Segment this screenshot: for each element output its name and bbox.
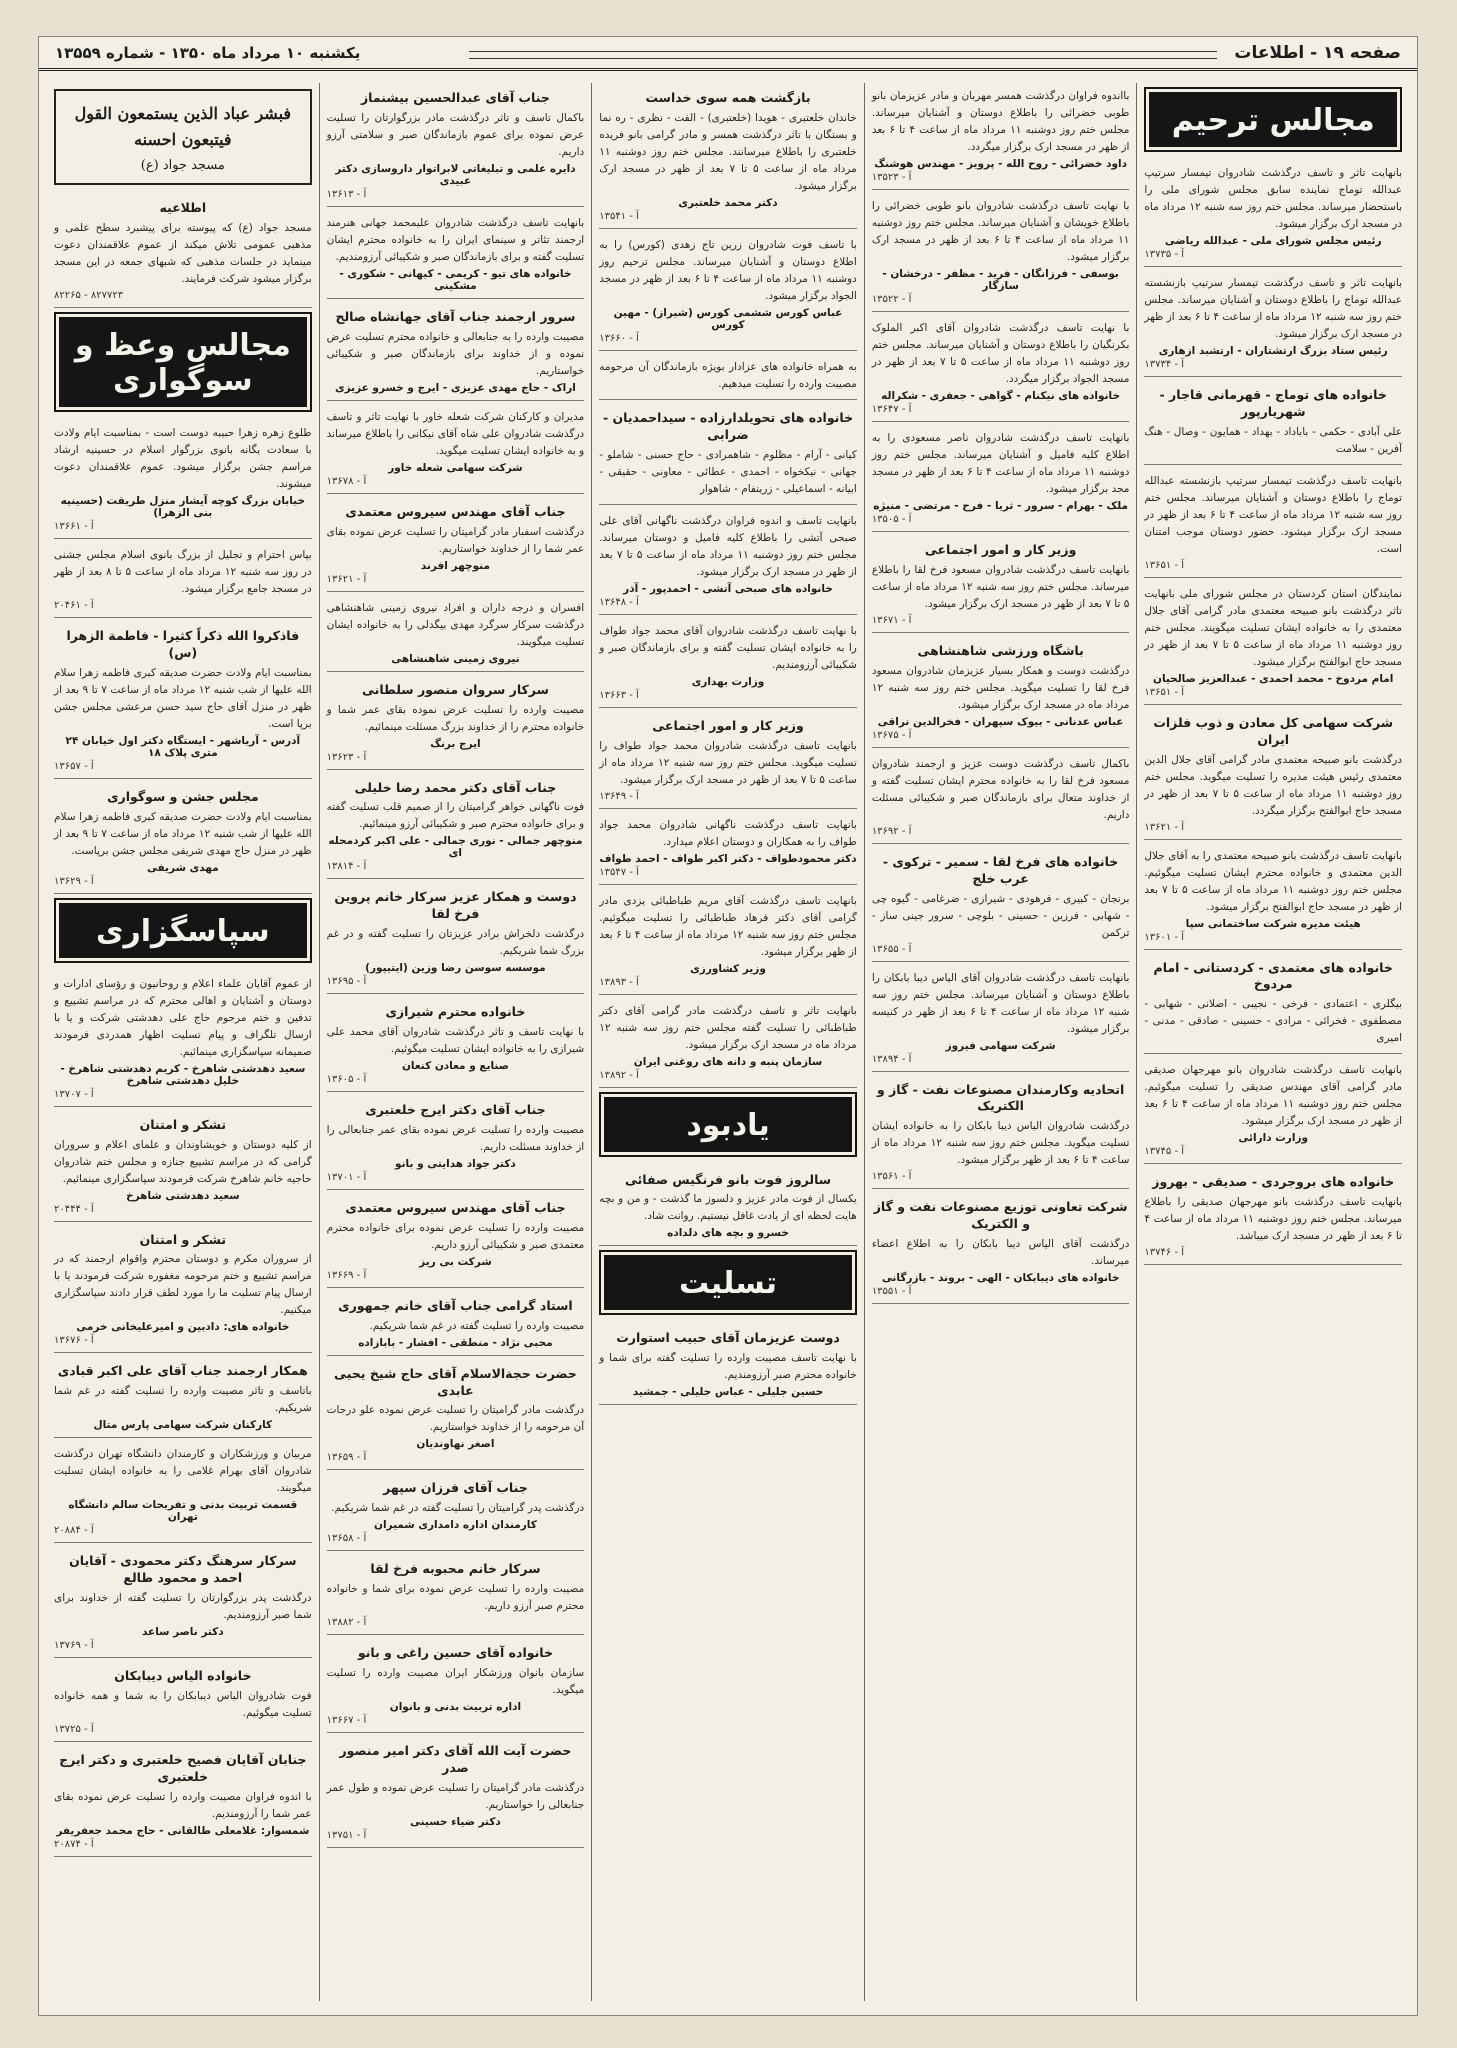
notice-title: تشکر و امتنان (139, 1116, 227, 1132)
notice-body: بانهایت تاسف درگذشت بانو مهرجهان صدیقی را باطلاع میرساند. مجلس ختم روز دوشنبه ۱۱ مرداد ماه از ساعت ۴ تا ۶ بعد از ظهر در مسجد ارک میباشد. (1144, 1196, 1402, 1243)
notice-signature: اصغر نهاوندیان (416, 1438, 495, 1451)
notice (1144, 468, 1402, 578)
notice-signature: حسین جلیلی - عباس جلیلی - جمشید (632, 1386, 824, 1399)
notice (872, 425, 1130, 532)
notice-code: ۸۲۲۶۵ - ۸۲۷۷۲۳ (54, 290, 124, 302)
notice-signature: عباس عدنانی - بیوک سپهران - فخرالدین نراقی (877, 715, 1124, 728)
notice-code: آ - ۲۰۴۴۴ (54, 1203, 94, 1215)
notice-body: با نهایت تاسف درگذشت شادروان بانو طوبی خضرائی را باطلاع خویشان و آشنایان میرساند. مجلس ختم روز دوشنبه ۱۱ مرداد ماه از ساعت ۴ تا ۶ بعد از ظهر در مسجد ارک برگزار میشود. (871, 200, 1130, 263)
notice-signature: موسسه سوسن رضا وزین (ایتیپور) (365, 962, 546, 975)
notice-code: آ - ۱۳۶۰۱ (1144, 931, 1185, 943)
notice (872, 1192, 1130, 1304)
notice (1144, 953, 1402, 1055)
notice (599, 812, 857, 885)
notice-title: تشکر و امتنان (139, 1231, 227, 1247)
notice-code: آ - ۱۳۶۵۸ (326, 1533, 367, 1545)
notice (872, 636, 1130, 748)
notice (54, 621, 312, 779)
notice-body: درگذشت پدر گرامیتان را تسلیت گفته در غم شما شریکیم. (331, 1502, 585, 1515)
condolence-notice (599, 1323, 857, 1405)
issue-date: یکشنبه ۱۰ مرداد ماه ۱۳۵۰ - شماره ۱۳۵۵۹ (55, 43, 361, 62)
notice-body: بانهایت تاسف درگذشت شادروان ناصر مسعودی را به اطلاع کلیه فامیل و آشنایان میرساند. مجلس ختم روز دوشنبه ۱۱ مرداد ماه از ساعت ۴ تا ۶ بعد از ظهر در مسجد مجد برگزار میشود. (871, 432, 1130, 495)
notice-body: با نهایت تاسف و تاثر درگذشت شادروان آقای محمد علی شیرازی را به خانواده ایشان تسلیت میگوئیم. (326, 1026, 585, 1055)
notice-code: آ - ۱۳۶۵۱ (1144, 686, 1185, 698)
notice (54, 1356, 312, 1438)
notice-body: بااندوه فراوان درگذشت همسر مهربان و مادر عزیزمان بانو طوبی خضرائی را باطلاع دوستان و آشنایان میرساند. مجلس ختم روز دوشنبه ۱۱ مرداد ماه از ساعت ۴ تا ۶ بعد از ظهر در مسجد ارک برگزار میگردد. (871, 90, 1130, 153)
notice-title: جنابان آقایان فصیح خلعتبری و دکتر ایرج خلعتبری (59, 1751, 307, 1784)
notice-code: آ - ۱۳۶۶۰ (599, 332, 639, 344)
notice-code: آ - ۱۳۸۹۲ (599, 1069, 639, 1081)
notice (327, 1473, 585, 1551)
notice-body: بانهایت تاسف و اندوه فراوان درگذشت ناگهانی آقای علی صبحی آتشی را باطلاع کلیه فامیل و دوستان میرساند. مجلس ختم روز دوشنبه ۱۱ مرداد ماه از ساعت ۵ تا ۷ بعد از ظهر در مسجد ارک برگزار میشود. (599, 514, 857, 578)
notice-code: آ - ۱۳۵۲۲ (871, 294, 912, 305)
notice-signature: شرکت سهامی فیروز (945, 1039, 1056, 1052)
notice-body: بمناسبت ایام ولادت حضرت صدیقه کبری فاطمه زهرا سلام الله علیها از شب شنبه ۱۲ مرداد ماه از ساعت ۷ تا ۹ بعد از ظهر در منزل حاج مهدی شریفی مجلس جشن برپاست. (54, 810, 312, 857)
column-4 (319, 83, 592, 2001)
column-3 (591, 83, 864, 2001)
notice-signature: اراک - حاج مهدی عزیزی - ایرج و خسرو عزیزی (334, 381, 576, 394)
notice-code: آ - ۱۳۷۶۹ (54, 1640, 94, 1652)
notice-code: آ - ۱۳۶۶۱ (54, 521, 94, 533)
notice (327, 497, 585, 592)
notice-code: آ - ۱۳۶۵۵ (871, 943, 912, 955)
notice (327, 302, 585, 401)
notice-signature: محبی نژاد - منطقی - افشار - بابازاده (358, 1336, 553, 1349)
notice-signature: منوچهر افرند (420, 559, 490, 572)
notice-body: کیانی - آرام - مظلوم - شاهمرادی - حاج حسنی - شاملو - جهانی - نیکخواه - احمدی - عطائی - معاونی - حقیقی - ابیانه - اسماعیلی - زرینفام - شاهوار (599, 448, 857, 495)
notice-title: بازگشت همه سوی خداست (645, 90, 811, 105)
verse-source: مسجد جواد (ع) (140, 158, 225, 174)
notice-title: سرکار خانم محبوبه فرخ لقا (370, 1561, 541, 1577)
notice-code: آ - ۲۰۴۶۱ (54, 600, 94, 612)
notice-signature: کارمندان اداره دامداری شمیران (373, 1519, 537, 1532)
notice-signature: دکتر محمد خلعتبری (678, 196, 778, 209)
notice-body: بانهایت تاثر و تاسف درگذشت مادر گرامی آقای دکتر طباطبائی را تسلیت گفته مجلس ختم روز سه شنبه ۱۲ مرداد ماه در مسجد ارک برگزار میشود. (599, 1004, 857, 1051)
notice (327, 83, 585, 207)
notice-signature: کارکنان شرکت سهامی پارس متال (93, 1419, 273, 1432)
notice (1144, 1167, 1402, 1265)
condolence-banner: تسلیت (599, 1250, 857, 1315)
notice-body: برنجان - کبیری - فرهودی - شیرازی - ضرغامی - گیوه چی - شهابی - فرزین - حسینی - بلوچی - سرور جینی ساز - ترکمن (871, 892, 1130, 939)
notice-body: مصیبت وارده را تسلیت گفته در غم شما شریکیم. (369, 1319, 585, 1332)
notice-signature: وزیر کشاورزی (690, 962, 766, 975)
notice-body: بانهایت تاسف درگذشت بانو صبیحه معتمدی را به آقای جلال الدین معتمدی و خانواده محترم ایشان تسلیت میگوئیم. مجلس ختم روز دوشنبه ۱۱ مرداد ماه از ساعت ۵ تا ۷ بعد از ظهر در مسجد حاج ابوالفتح برگزار میشود. (1144, 849, 1402, 913)
notice-body: فوت شادروان الیاس دیبابکان را به شما و همه خانواده تسلیت میگوئیم. (54, 1689, 312, 1719)
notice-signature: دکتر ناصر ساعد (141, 1626, 224, 1639)
notice-code: آ - ۱۳۶۲۱ (326, 573, 367, 585)
notice (1144, 270, 1402, 377)
notice-signature: هیئت مدیره شرکت ساختمانی سپا (1185, 917, 1361, 930)
notice-title: اتحادیه وکارمندان مصنوعات نفت - گاز و الکتریک (876, 1081, 1125, 1114)
notice-title: خانواده های توماج - قهرمانی قاجار - شهریارپور (1159, 387, 1387, 419)
notice-code: آ - ۱۳۶۹۵ (326, 976, 367, 988)
notice-body: با نهایت تاسف درگذشت شادروان آقای محمد جواد طواف را به خانواده ایشان تسلیت گفته و برای بازماندگان صبر و شکیبائی آرزومندیم. (599, 624, 857, 671)
notice-title: حضرت حجةالاسلام آقای حاج شیخ یحیی عابدی (334, 1365, 577, 1398)
notice-title: باشگاه ورزشی شاهنشاهی (917, 642, 1084, 658)
notice (327, 1193, 585, 1288)
notice-title: جناب آقای دکتر محمد رضا خلیلی (354, 779, 557, 795)
page-label: صفحه ۱۹ - اطلاعات (1234, 42, 1401, 63)
notice-code: آ - ۱۳۷۰۱ (326, 1171, 367, 1183)
notice-body: مصیبت وارده را تسلیت عرض نموده برای شما و خانواده محترم صبر آرزو داریم. (326, 1583, 585, 1613)
notice-body: مربیان و ورزشکاران و کارمندان دانشگاه تهران درگذشت شادروان آقای بهرام غلامی را به خانواده ایشان تسلیت میگویند. (54, 1448, 312, 1495)
column-5 (47, 83, 319, 2001)
notice-code: آ - ۱۳۵۲۳ (871, 172, 912, 183)
notice-body: مصیبت وارده را تسلیت عرض نموده برای خانواده محترم معتمدی صبر و شکیبائی آرزو داریم. (326, 1221, 585, 1251)
notice-title: خانواده های معتمدی - کردستانی - امام مردوخ (1153, 959, 1393, 992)
notice-title: دوست و همکار عزیز سرکار خانم پروین فرخ لقا (334, 889, 577, 922)
notice-code: آ - ۱۳۷۵۱ (326, 1829, 367, 1841)
notice-code: آ - ۱۳۸۹۳ (599, 976, 639, 988)
notice (1144, 581, 1402, 705)
notice-title: خانواده های تحویلدارزاده - سیداحمدیان - ضرابی (602, 409, 854, 442)
notice (599, 888, 857, 995)
notice (54, 1110, 312, 1222)
notice (327, 1291, 585, 1356)
notice-title: همکار ارجمند جناب آقای علی اکبر قبادی (57, 1363, 308, 1379)
notice-title: حضرت آیت الله آقای دکتر امیر منصور صدر (339, 1743, 572, 1775)
notice-body: درگذشت مادر گرامیتان را تسلیت عرض نموده و طول عمر جنابعالی را خواستاریم. (326, 1781, 585, 1811)
notice-signature: صنایع و معادن کنعان (401, 1060, 509, 1072)
notice-signature: سازمان پنبه و دانه های روغنی ایران (633, 1055, 823, 1068)
notice (599, 403, 857, 505)
masthead (39, 37, 1417, 71)
notice-title: سالروز فوت بانو فرنگیس صفائی (624, 1171, 832, 1187)
notice-body: از کلیه دوستان و خویشاوندان و علمای اعلام و سروران گرامی که در مراسم تشییع جنازه و مجلس ختم شادروان حاجیه خانم شاهرخ شرکت فرمودند سپاسگزاری مینمائیم. (54, 1138, 312, 1185)
notice-code: آ - ۱۳۸۸۲ (326, 1617, 367, 1629)
notice-body: بانهایت تاسف درگذشت شادروان آقای الیاس دیبا بابکان را باطلاع دوستان و آشنایان میرساند. مجلس ختم روز سه شنبه ۱۲ مرداد ماه از ساعت ۴ تا ۶ بعد از ظهر در کنیسه برگزار میشود. (871, 971, 1130, 1035)
notice-title: سرکار سروان منصور سلطانی (361, 681, 549, 697)
notice-body: علی آبادی - حکمی - باباداد - بهداد - همایون - وصال - هنگ آفرین - سلامت (1144, 425, 1402, 455)
notice-code: آ - ۱۳۶۷۱ (871, 614, 912, 626)
notice (599, 711, 857, 809)
notice-title: جناب آقای مهندس سیروس معتمدی (345, 1199, 566, 1215)
quran-verse-box (54, 89, 312, 185)
notice-title: فاذکروا الله ذکراً کثیرا - فاطمة الزهرا (س) (66, 628, 300, 660)
notice-code: آ - ۱۳۶۴۷ (871, 404, 912, 415)
notice (327, 675, 585, 770)
notice-signature: رئیس ستاد بزرگ ارتشتاران - ارتشبد ازهاری (1158, 345, 1388, 357)
notice (872, 751, 1130, 844)
notice-code: آ - ۱۳۶۲۳ (326, 751, 367, 763)
notice-signature: سعید دهدشتی شاهرخ (126, 1189, 240, 1202)
section-banner: مجالس ترحیم (1144, 87, 1402, 152)
notice-title: جناب آقای فرزان سپهر (383, 1480, 528, 1496)
masthead-rule (469, 51, 1217, 59)
notice-code: آ - ۲۰۸۸۴ (54, 1525, 94, 1537)
notice-title: جناب آقای عبدالحسین بیشنماز (360, 90, 550, 105)
notice-signature: خسرو و بچه های دلداده (667, 1227, 789, 1240)
notice-body: با اندوه فراوان مصیبت وارده را تسلیت عرض نموده بقای عمر شما را آرزومندیم. (54, 1790, 312, 1820)
notice-signature: مهدی شریفی (146, 861, 219, 874)
notice (872, 1075, 1130, 1190)
notice-body: درگذشت شادروان الیاس دیبا بابکان را به خانواده ایشان تسلیت میگوید. مجلس ختم روز سه شنبه ۱۲ مرداد ماه از ساعت ۴ تا ۶ بعد از ظهر برگزار میشود. (871, 1120, 1130, 1167)
notice-code: آ - ۱۳۶۵۹ (326, 1452, 367, 1464)
notice (872, 847, 1130, 962)
notice (599, 618, 857, 708)
notice-body: مصیبت وارده را تسلیت عرض نموده بقای عمر شما و خانواده محترم را از خداوند بزرگ مسئلت مینمائیم. (326, 703, 585, 733)
notice-body: باتاسف و تاثر مصیبت وارده را تسلیت گفته در غم شما شریکیم. (54, 1385, 312, 1415)
notice-code: آ - ۱۳۶۷۸ (326, 475, 367, 487)
notice-signature: خیابان بزرگ کوچه آیشار منزل طریقت (حسینیه بنی الزهرا) (60, 495, 306, 520)
notice-body: درگذشت دوست و همکار بسیار عزیزمان شادروان مسعود فرخ لقا را تسلیت میگوید. مجلس ختم روز سه شنبه ۱۲ مرداد ماه در مسجد ارک برگزار میشود. (871, 664, 1130, 711)
notice (54, 1546, 312, 1658)
notice-code: آ - ۱۳۶۲۹ (54, 875, 94, 887)
section-banner: مجالس وعظ و سوگواری (54, 312, 312, 412)
notice-code: آ - ۱۳۶۷۶ (54, 1335, 94, 1347)
notice-title: خانواده الیاس دیبابکان (114, 1668, 252, 1684)
notice-signature: قسمت تربیت بدنی و تفریحات سالم دانشگاه تهران (68, 1499, 298, 1524)
notice-body: بانهایت تاسف درگذشت شادروان علیمحمد جهانی هنرمند ارجمند تئاتر و سینمای ایران را به خانواده محترم ایشان تسلیت گفته و برای بازماندگان صبر و شکیبائی آرزومندیم. (326, 216, 585, 263)
notice-signature: دایره علمی و تبلیغاتی لابراتوار داروسازی دکتر عبیدی (335, 162, 576, 187)
newspaper-page (38, 36, 1418, 2016)
notice-body: درگذشت اسفبار مادر گرامیتان را تسلیت عرض نموده بقای عمر شما را از خداوند خواستاریم. (326, 525, 585, 555)
notice-signature: رئیس مجلس شورای ملی - عبدالله ریاضی (1164, 235, 1382, 247)
notice (327, 404, 585, 494)
notice (872, 193, 1130, 312)
column-1 (1136, 83, 1409, 2001)
notice-code: آ - ۱۳۷۲۵ (54, 1723, 94, 1735)
notice-body: بانهایت تاثر و تاسف درگذشت شادروان تیمسار سرتیپ عبدالله توماج نماینده سابق مجلس شورای ملی را باستحضار میرساند. مجلس ختم روز سه شنبه ۱۲ مرداد ماه در مسجد ارک برگزار میشود. (1144, 167, 1403, 230)
notice-signature: ملک - بهرام - سرور - ثریا - فرح - مرتضی - منیژه (873, 500, 1128, 512)
notice-body: درگذشت پدر بزرگوارتان را تسلیت گفته از خداوند برای شما صبر آرزومندیم. (54, 1592, 312, 1622)
notice-signature: وزارت دارائی (1238, 1132, 1309, 1145)
notice (54, 1225, 312, 1354)
notice-code: آ - ۱۳۶۲۱ (1144, 821, 1185, 833)
notice-code: آ - ۱۳۶۷۵ (871, 729, 912, 741)
notice-signature: اداره تربیت بدنی و بانوان (389, 1701, 522, 1713)
notice-body: طلوع زهره زهرا حبیبه دوست است - بمناسبت ایام ولادت با سعادت یگانه بانوی بزرگوار اسلام در حسینیه ارشاد مراسم جشن برگزار میشود. عموم علاقمندان دعوت میشوند. (54, 427, 312, 491)
notice (54, 542, 312, 618)
notice-title: جناب آقای مهندس سیروس معتمدی (345, 503, 566, 519)
notice-body: درگذشت بانو صبیحه معتمدی مادر گرامی آقای جلال الدین معتمدی رئیس هیئت مدیره را تسلیت میگوید. مجلس ختم روز دوشنبه ۱۱ مرداد ماه از ساعت ۵ تا ۷ بعد از ظهر در مسجد حاج ابوالفتح برگزار میگردد. (1144, 753, 1402, 817)
notice (327, 1554, 585, 1635)
column-2 (864, 83, 1137, 2001)
notice-signature: دکتر جواد هدایتی و بانو (395, 1157, 516, 1170)
notice-title: وزیر کار و امور اجتماعی (652, 717, 804, 733)
notice-signature: داود خضرائی - روح الله - پرویز - مهندس هوشنگ (874, 158, 1127, 170)
notice (1144, 380, 1402, 465)
notice (872, 315, 1130, 422)
notice (599, 232, 857, 351)
notice-signature: خانواده های صبحی آتشی - احمدپور - آذر (623, 582, 833, 595)
notice-code: آ - ۱۳۶۶۹ (326, 1269, 367, 1281)
notice (54, 420, 312, 539)
notice-body: با تاسف فوت شادروان زرین تاج زهدی (کورس) را به اطلاع دوستان و آشنایان میرساند. مجلس ترحیم روز دوشنبه ۱۱ مرداد ماه از ساعت ۴ تا ۶ بعد از ظهر در مسجد الجواد برگزار میشود. (599, 238, 857, 302)
notice (54, 1745, 312, 1857)
notice (327, 1638, 585, 1733)
notice-code: آ - ۱۳۷۴۵ (1144, 1146, 1185, 1158)
notice-signature: شمسوار: غلامعلی طالقانی - حاج محمد جعفریفر (56, 1824, 310, 1837)
notice (1144, 160, 1402, 267)
notice-title: خانواده محترم شیرازی (385, 1004, 526, 1020)
notice-code: آ - ۱۳۵۴۷ (599, 866, 639, 878)
section-banner: سپاسگزاری (54, 898, 312, 963)
notice (327, 1095, 585, 1190)
notice (1144, 708, 1402, 840)
notice-code: آ - ۱۳۷۳۵ (1144, 249, 1185, 260)
notice (327, 210, 585, 299)
notice-code: آ - ۱۳۷۳۴ (1144, 359, 1185, 370)
notice-body: درگذشت آقای الیاس دیبا بابکان را به اطلاع اعضاء میرساند. (871, 1238, 1130, 1267)
notice-body: سازمان بانوان ورزشکار ایران مصیبت وارده را تسلیت میگوید. (326, 1667, 585, 1696)
notice-signature: خانواده های تیو - کریمی - کیهانی - شکوری - مشکینی (339, 267, 572, 292)
notice-signature: وزارت بهداری (691, 675, 765, 688)
notice (1144, 843, 1402, 950)
notice-code: آ - ۱۳۶۵۱ (1144, 559, 1185, 571)
notice (327, 997, 585, 1092)
notice (54, 1661, 312, 1742)
notice-code: آ - ۱۳۷۴۶ (1144, 1247, 1185, 1259)
notice-code: آ - ۱۳۶۵۷ (54, 760, 94, 772)
notice-code: آ - ۱۳۶۰۵ (326, 1074, 367, 1085)
notice-signature: خانواده های: دادبین و امیرعلیخانی خرمی (76, 1321, 290, 1334)
notice (54, 1441, 312, 1543)
notice-title: وزیر کار و امور اجتماعی (924, 542, 1077, 557)
notice-title: جناب آقای دکتر ایرج خلعتبری (365, 1102, 546, 1117)
notice-code: آ - ۱۳۷۰۷ (54, 1088, 94, 1100)
notice (327, 1359, 585, 1471)
notice-body: درگذشت دلخراش برادر عزیزتان را تسلیت گفته و در غم بزرگ شما شریکیم. (326, 928, 585, 958)
notice-code: آ - ۱۳۸۱۴ (326, 861, 367, 873)
notice-code: آ - ۱۳۵۴۱ (599, 210, 639, 222)
notice (54, 971, 312, 1107)
notice-title: سرکار سرهنگ دکتر محمودی - آقایان احمد و محمود طالع (69, 1553, 297, 1586)
notice-code: آ - ۱۳۵۶۱ (871, 1171, 912, 1183)
notice-body: بانهایت تاسف درگذشت شادروان بانو مهرجهان صدیقی مادر گرامی آقای مهندس صدیقی را تسلیت میگوئیم. مجلس ختم روز دوشنبه ۱۱ مرداد ماه از ساعت ۴ تا ۶ بعد از ظهر در مسجد ارک برگزار میشود. (1144, 1064, 1402, 1128)
notice-title: شرکت تعاونی توزیع مصنوعات نفت و گاز و الکتریک (873, 1199, 1128, 1232)
notice-body: بانهایت تاثر و تاسف درگذشت تیمسار سرتیپ بازنشسته عبدالله توماج را باطلاع دوستان و آشنایان میرساند. مجلس ختم روز سه شنبه ۱۲ مرداد ماه از ساعت ۴ تا ۶ بعد از ظهر در مسجد ارک برگزار میشود. (1144, 277, 1403, 340)
notice-body: بمناسبت ایام ولادت حضرت صدیقه کبری فاطمه زهرا سلام الله علیها از شب شنبه ۱۲ مرداد ماه از ساعت ۷ تا ۹ بعد از ظهر در منزل آقای حاج سید حسن مرعشی مجلس جشن برپا است. (54, 666, 312, 730)
notice-signature: شرکت سهامی شعله خاور (388, 461, 523, 474)
notice-code: آ - ۱۳۶۶۳ (599, 689, 639, 701)
notice (327, 773, 585, 880)
notice-body: به همراه خانواده های عزادار بویژه بازماندگان آن مرحومه مصیبت وارده را تسلیت میدهیم. (599, 360, 857, 390)
notice-body: بانهایت تاسف درگذشت تیمسار سرتیپ بازنشسته عبدالله توماج را باطلاع دوستان و آشنایان میرساند. مجلس ختم روز سه شنبه ۱۲ مرداد ماه از ساعت ۴ تا ۶ بعد از ظهر در مسجد ارک برگزار میشود. حضور دوستان موجب امتنان است. (1144, 474, 1403, 555)
notice (599, 508, 857, 615)
notice-code: آ - ۱۳۶۶۷ (326, 1715, 367, 1726)
notice-title: سرور ارجمند جناب آقای جهانشاه صالح (335, 308, 576, 324)
notice-title: خانواده های فرخ لقا - سمیر - ترکوی - عرب خلج (882, 853, 1119, 886)
notice-body: خاندان خلعتبری - هویدا (خلعتبری) - الفت - نظری - ره نما و بستگان با تاثر درگذشت همسر و مادر گرامی بانو فریده خلعتبری را باطلاع میرسانند. مجلس ختم روز دوشنبه ۱۱ مرداد ماه از ساعت ۵ تا ۷ بعد از ظهر در مسجد ارک برگزار میشود. (599, 111, 857, 192)
notice-code: آ - ۲۰۸۷۴ (54, 1838, 94, 1850)
notice-body: از عموم آقایان علماء اعلام و روحانیون و رؤسای ادارات و دوستان و آشنایان و اهالی محترم که در مراسم تشییع و تدفین و ختم مرحوم حاج علی دهدشتی شرکت و یا با ارسال تلگراف و پیام تسلیت اظهار همدردی فرمودند صمیمانه سپاسگزاری مینمائیم. (54, 977, 312, 1058)
notice-title: اطلاعیه (159, 200, 207, 216)
notice-body: مصیبت وارده را به جنابعالی و خانواده محترم تسلیت عرض نموده و از خداوند برای بازماندگان صبر و شکیبائی خواستاریم. (326, 330, 585, 377)
notice-signature: بوسفی - فرزانگان - فرید - مظفر - درخشان - سازگار (882, 268, 1119, 292)
notice-code: آ - ۱۳۵۵۱ (871, 1286, 912, 1297)
notice-code: آ - ۱۳۶۴۹ (599, 790, 639, 802)
notice-body: درگذشت مادر گرامیتان را تسلیت عرض نموده علو درجات آن مرحومه را از خداوند خواستاریم. (326, 1404, 585, 1434)
columns-container (47, 83, 1409, 2001)
memorial-banner: یادبود (599, 1092, 857, 1157)
notice (872, 965, 1130, 1072)
notice-body: با نهایت تاسف درگذشت شادروان آقای اکبر الملوک بکرنگیان را باطلاع دوستان و آشنایان میرساند. مجلس ختم روز دوشنبه ۱۱ مرداد ماه از ساعت ۵ تا ۷ بعد از ظهر در مسجد الجواد برگزار میگردد. (871, 322, 1130, 385)
notice-signature: نیروی زمینی شاهنشاهی (391, 652, 520, 665)
notice-body: بانهایت تاسف درگذشت شادروان مسعود فرخ لقا را باطلاع میرساند. مجلس ختم روز سه شنبه ۱۲ مرداد ماه از ساعت ۵ تا ۷ بعد از ظهر در مسجد ارک برگزار میشود. (871, 563, 1130, 610)
notice (872, 83, 1130, 190)
notice-signature: خانواده های نیکنام - گواهی - جعفری - شکراله (881, 390, 1121, 402)
notice (599, 354, 857, 400)
memorial-notice (599, 1165, 857, 1247)
notice-body: بیگلری - اعتمادی - فرخی - نجیبی - اصلانی - شهابی - مصطفوی - فخرائی - مرادی - حسینی - صادقی - مدنی - امیری (1144, 998, 1402, 1045)
notice (599, 83, 857, 229)
notice-title: دوست عزیزمان آقای حبیب استوارت (616, 1330, 840, 1346)
notice-title: شرکت سهامی کل معادن و ذوب فلزات ایران (1153, 714, 1394, 747)
notice (327, 1736, 585, 1848)
notice (327, 882, 585, 994)
notice-signature: منوچهر جمالی - نوری جمالی - علی اکبر کردمحله ای (328, 835, 583, 860)
notice-body: بانهایت تاسف درگذشت آقای مریم طباطبائی یزدی مادر گرامی آقای دکتر فرهاد طباطبائی را تسلیت میگوئیم. مجلس ختم روز سه شنبه ۱۲ مرداد ماه از ساعت ۴ تا ۶ بعد از ظهر برگزار میشود. (599, 894, 857, 958)
notice-body: یکسال از فوت مادر عزیز و دلسوز ما گذشت - و من و بچه هایت لحظه ای از یادت غافل نیستیم. روانت شاد. (599, 1193, 857, 1223)
notice-signature: سعید دهدشتی شاهرخ - کریم دهدشتی شاهرخ - خلیل دهدشتی شاهرخ (60, 1062, 306, 1087)
notice-signature: امام مردوخ - محمد احمدی - عبدالعزیز صالحیان (1152, 672, 1394, 685)
notice-title: خانواده آقای حسین راغی و بانو (357, 1645, 553, 1661)
notice-body: با نهایت تاسف مصیبت وارده را تسلیت گفته برای شما و خانواده محترم صبر آرزومندیم. (599, 1352, 857, 1382)
notice-title: استاد گرامی جناب آقای خانم جمهوری (338, 1297, 573, 1313)
notice-body: نمایندگان استان کردستان در مجلس شورای ملی بانهایت تاثر درگذشت بانو صبیحه معتمدی مادر گرامی آقای جلال معتمدی را به خانواده ایشان تسلیت میگویند. مجلس ختم روز دوشنبه ۱۱ مرداد ماه از ساعت ۵ تا ۷ بعد از ظهر در مسجد حاج ابوالفتح برگزار میشود. (1144, 587, 1402, 668)
notice-body: مدیران و کارکنان شرکت شعله خاور با نهایت تاثر و تاسف درگذشت شادروان علی شاه آقای نیکانی را باطلاع میرساند و به خانواده ایشان تسلیت میگوید. (326, 410, 585, 457)
notice-body: بپاس احترام و تجلیل از بزرگ بانوی اسلام مجلس جشنی در روز سه شنبه ۱۲ مرداد ماه از ساعت ۵ تا ۸ بعد از ظهر در مسجد جامع برگزار میشود. (54, 549, 312, 596)
notice-signature: خانواده های دیبابکان - الهی - بروند - بازرگانی (881, 1272, 1120, 1284)
notice-body: از سروران مکرم و دوستان محترم واقوام ارجمند که در مراسم تشییع و ختم مرحومه مغفوره شرکت فرمودند یا با ارسال پیام تسلیت ما را مورد لطف قرار دادند سپاسگزاری میکنیم. (54, 1253, 312, 1317)
notice-code: آ - ۱۳۶۴۸ (599, 596, 639, 608)
notice-signature: آدرس - آریاشهر - ایستگاه دکتر اول خیابان ۲۴ متری پلاک ۱۸ (65, 734, 301, 759)
verse-line: فبشر عباد الذین یستمعون القول فیتبعون احسنه (74, 104, 292, 149)
notice-body: مصیبت وارده را تسلیت عرض نموده بقای عمر جنابعالی را از خداوند مسئلت داریم. (326, 1123, 585, 1153)
notice-body: بانهایت تاسف درگذشت شادروان محمد جواد طواف را تسلیت میگوید. مجلس ختم روز سه شنبه ۱۲ مرداد ماه از ساعت ۵ تا ۷ بعد از ظهر در مسجد ارک برگزار میشود. (599, 739, 857, 786)
notice-code: آ - ۱۳۶۹۲ (871, 825, 912, 837)
notice-body: بانهایت تاسف درگذشت ناگهانی شادروان محمد جواد طواف را به همکاران و دوستان اعلام میدارد. (599, 818, 857, 848)
notice (54, 193, 312, 308)
notice-code: آ - ۱۳۸۹۴ (871, 1053, 912, 1065)
notice (327, 595, 585, 672)
notice (599, 998, 857, 1088)
notice-body: مسجد جواد (ع) که پیوسته برای پیشبرد سطح علمی و مذهبی عمومی تلاش میکند از عموم علاقمندان دعوت مینماید در جلسات مذهبی که شبهای جمعه در این مسجد برگزار میشود شرکت فرمایند. (54, 222, 312, 286)
notice-signature: عباس کورس ششمی کورس (شیراز) - مهین کورس (613, 306, 843, 331)
notice (54, 782, 312, 894)
notice (1144, 1057, 1402, 1164)
notice-title: مجلس جشن و سوگواری (107, 788, 259, 804)
notice-signature: دکتر ضیاء حسینی (410, 1815, 501, 1828)
notice-signature: ایرج برنگ (430, 737, 481, 750)
notice-title: خانواده های بروجردی - صدیقی - بهروز (1152, 1174, 1395, 1190)
notice-signature: شرکت بی ریز (419, 1255, 492, 1268)
notice-body: فوت ناگهانی خواهر گرامیتان را از صمیم قلب تسلیت گفته و برای خانواده محترم صبر و شکیبائی آرزو مینمائیم. (326, 801, 585, 831)
notice-body: باکمال تاسف درگذشت دوست عزیز و ارجمند شادروان مسعود فرخ لقا را به خانواده محترم ایشان تسلیت گفته و از خداوند متعال برای بازماندگان صبر و شکیبائی مسئلت داریم. (871, 757, 1130, 821)
notice (872, 535, 1130, 633)
notice-body: افسران و درجه داران و افراد نیروی زمینی شاهنشاهی درگذشت سرکار سرگرد مهدی بیگدلی را به خانواده ایشان تسلیت میگویند. (326, 601, 585, 648)
notice-code: آ - ۱۳۶۱۳ (326, 188, 367, 200)
notice-body: باکمال تاسف و تاثر درگذشت مادر بزرگوارتان را تسلیت عرض نموده برای عموم بازماندگان صبر و سلامتی آرزو داریم. (326, 111, 585, 158)
notice-signature: دکتر محمودطواف - دکتر اکبر طواف - احمد طواف (599, 852, 857, 865)
notice-code: آ - ۱۳۵۰۵ (871, 514, 912, 525)
